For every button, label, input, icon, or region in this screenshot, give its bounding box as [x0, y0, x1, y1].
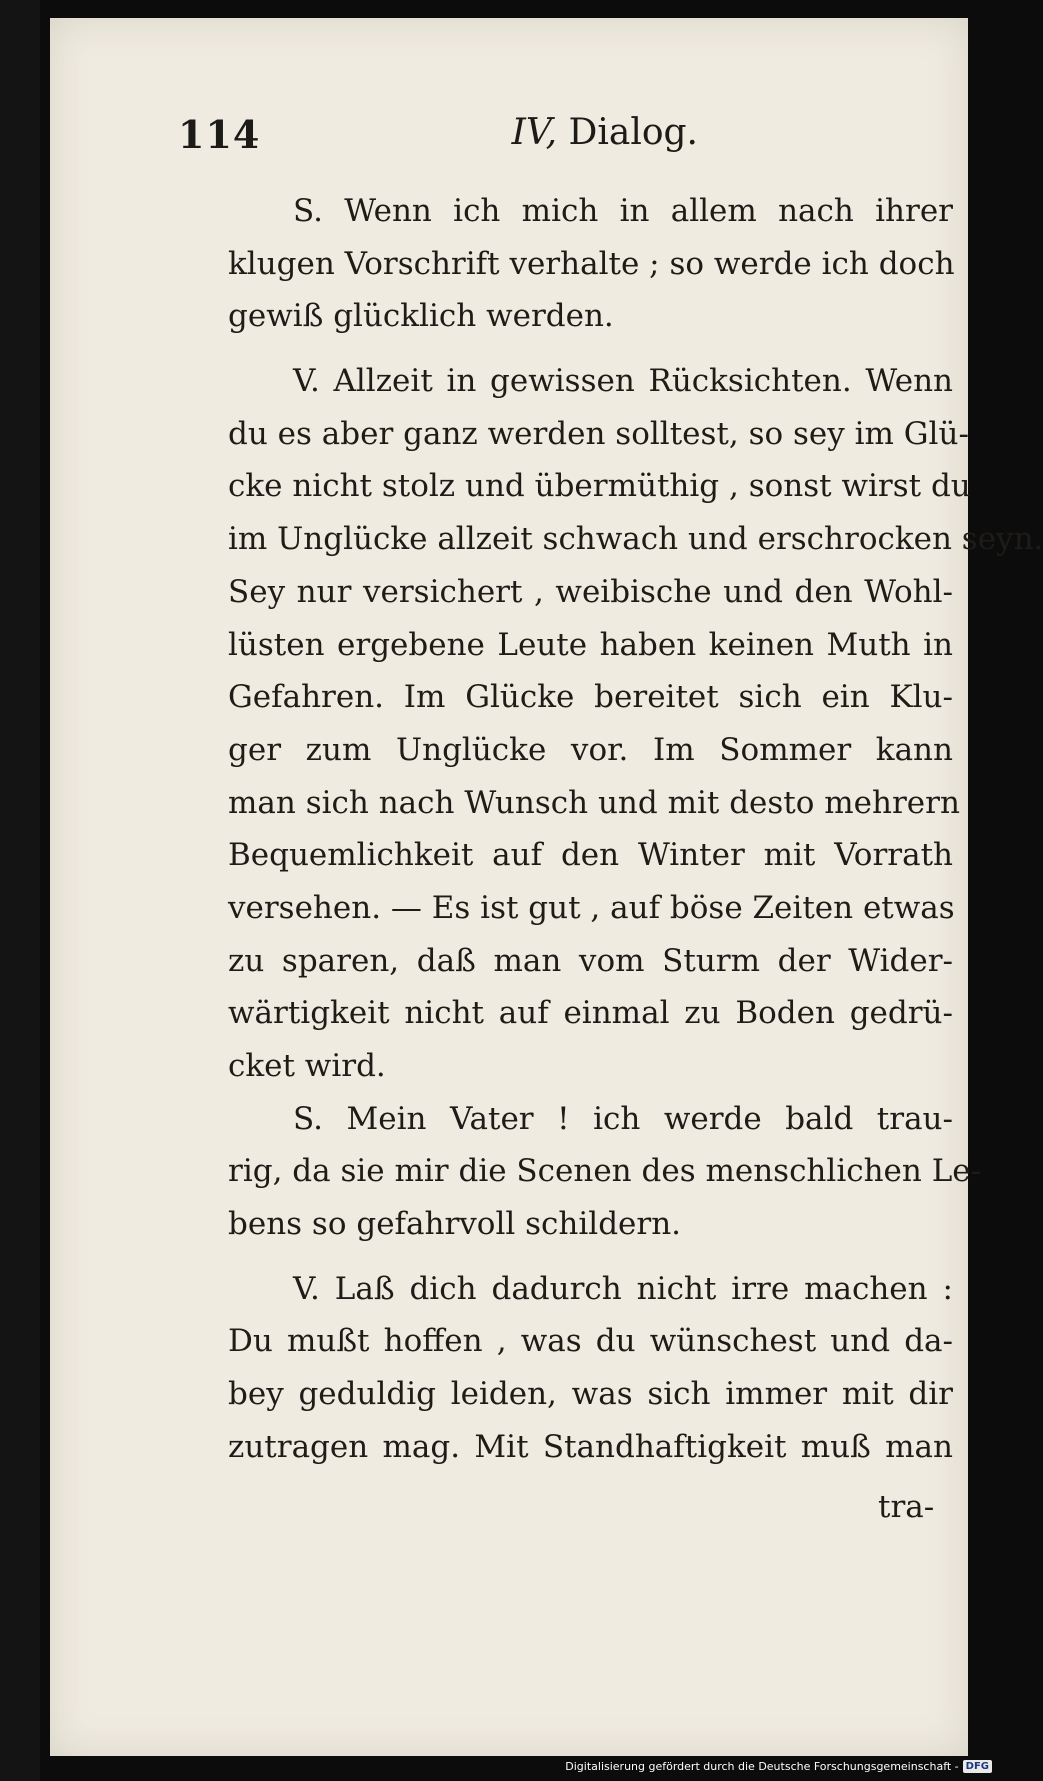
paragraph: [228, 1093, 982, 1251]
text-line: gewiß glücklich werden.: [228, 298, 614, 335]
text-line: cket wird.: [228, 1048, 386, 1084]
text-line: im Unglücke allzeit schwach und erschrocken seyn.: [228, 521, 1043, 558]
text-line: lüsten ergebene Leute haben keinen Muth in: [228, 626, 953, 663]
paragraph: [228, 185, 953, 343]
text-line: zutragen mag. Mit Standhaftigkeit muß man: [228, 1428, 953, 1465]
scan-border: [0, 0, 40, 1781]
text-line: wärtigkeit nicht auf einmal zu Boden gedrü-: [228, 995, 953, 1032]
text-line: V. Allzeit in gewissen Rücksichten. Wenn: [293, 363, 953, 400]
credit-text: Digitalisierung gefördert durch die Deutsche Forschungsgemeinschaft -: [565, 1760, 959, 1773]
page-number: 114: [178, 112, 261, 157]
body-text: [228, 185, 1043, 1474]
paragraph: [228, 1263, 953, 1474]
text-line: versehen. — Es ist gut , auf böse Zeiten etwas: [228, 889, 955, 926]
text-line: du es aber ganz werden solltest, so sey im Glü-: [228, 415, 969, 452]
text-line: cke nicht stolz und übermüthig , sonst wirst du: [228, 468, 971, 505]
catchword: tra-: [878, 1489, 935, 1525]
text-line: S. Wenn ich mich in allem nach ihrer: [293, 193, 953, 229]
text-line: Gefahren. Im Glücke bereitet sich ein Klu-: [228, 679, 953, 716]
text-line: klugen Vorschrift verhalte ; so werde ich doch: [228, 245, 955, 282]
text-line: man sich nach Wunsch und mit desto mehrern: [228, 784, 960, 821]
text-line: V. Laß dich dadurch nicht irre machen :: [293, 1270, 953, 1307]
text-line: zu sparen, daß man vom Sturm der Wider-: [228, 942, 953, 979]
dfg-logo: DFG: [963, 1760, 992, 1773]
text-line: S. Mein Vater ! ich werde bald trau-: [293, 1100, 953, 1137]
chapter-numeral: IV,: [511, 112, 558, 153]
paragraph: [228, 355, 1043, 1093]
text-line: ger zum Unglücke vor. Im Sommer kann: [228, 731, 953, 768]
text-line: bey geduldig leiden, was sich immer mit dir: [228, 1376, 953, 1413]
chapter-title: Dialog.: [568, 112, 698, 153]
text-line: bens so gefahrvoll schildern.: [228, 1206, 682, 1243]
text-line: Sey nur versichert , weibische und den Wohl-: [228, 573, 953, 610]
running-title: [178, 112, 698, 153]
text-line: rig, da sie mir die Scenen des menschlichen Le-: [228, 1153, 982, 1190]
text-line: Du mußt hoffen , was du wünschest und da-: [228, 1323, 953, 1360]
text-line: Bequemlichkeit auf den Winter mit Vorrath: [228, 837, 953, 874]
running-header: [178, 112, 698, 162]
digitization-credit: [565, 1760, 992, 1773]
